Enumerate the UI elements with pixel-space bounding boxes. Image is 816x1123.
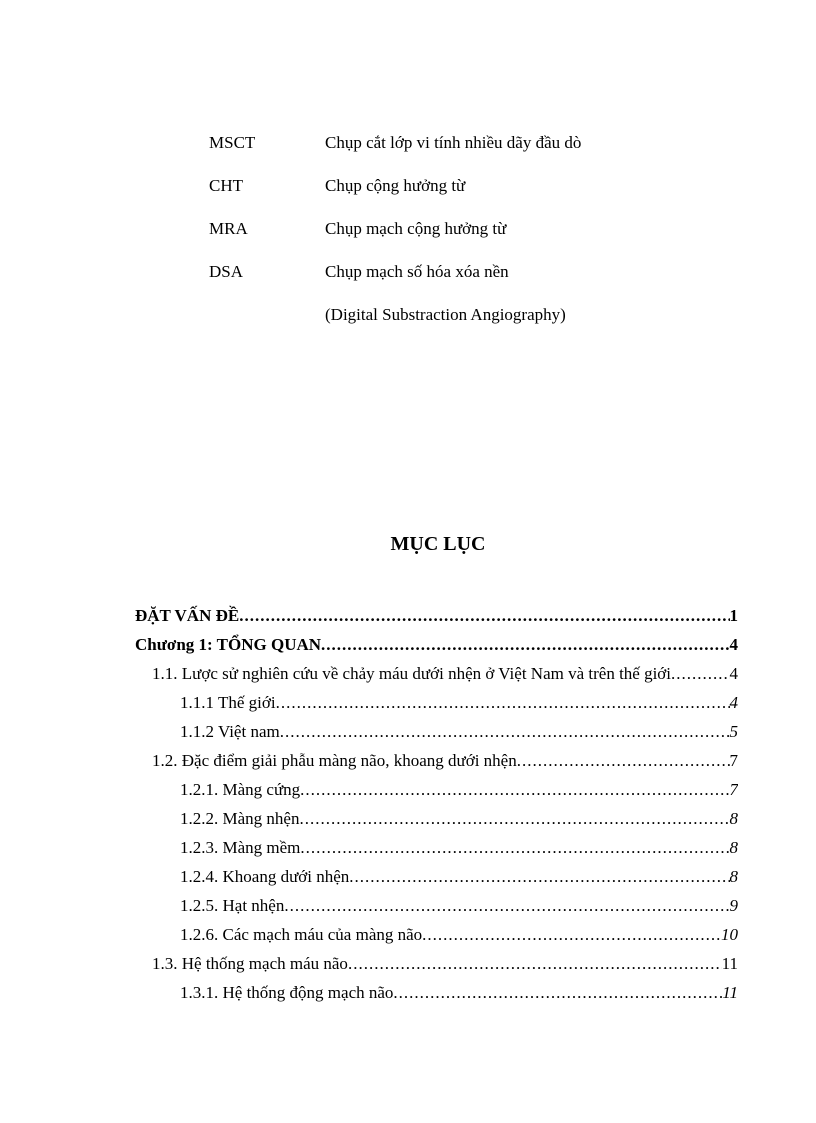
toc-entry[interactable] xyxy=(135,981,738,1010)
toc-page-number: 4 xyxy=(729,693,738,712)
abbreviation-row xyxy=(209,132,729,175)
toc-entry-text: 1.2.5. Hạt nhện xyxy=(180,896,285,915)
toc-entry-text: 1.1. Lược sử nghiên cứu về chảy máu dưới nhện ở Việt Nam và trên thế giới xyxy=(152,664,672,683)
toc-page-number: 8 xyxy=(729,838,738,857)
toc-page-number: 11 xyxy=(721,954,738,973)
abbreviation-row xyxy=(209,218,729,261)
abbreviation-list xyxy=(209,132,729,347)
abbreviation-meaning: (Digital Substraction Angiography) xyxy=(325,305,566,324)
toc-page-number: 8 xyxy=(729,867,738,886)
toc-leader-dots xyxy=(300,778,729,802)
toc-entry[interactable] xyxy=(135,894,738,923)
toc-entry-text: 1.2.1. Màng cứng xyxy=(180,780,301,799)
toc-entry[interactable] xyxy=(135,604,738,633)
toc-leader-dots xyxy=(280,720,730,744)
toc-entry-text: 1.2.2. Màng nhện xyxy=(180,809,300,828)
toc-entry-text: 1.2.3. Màng mềm xyxy=(180,838,301,857)
abbreviation-row xyxy=(209,175,729,218)
toc-leader-dots xyxy=(422,923,721,947)
toc-leader-dots xyxy=(239,604,729,628)
toc-page-number: 7 xyxy=(729,751,738,770)
toc-title: MỤC LỤC xyxy=(390,533,486,555)
toc-entry[interactable] xyxy=(135,923,738,952)
toc-leader-dots xyxy=(321,633,729,657)
toc-page-number: 5 xyxy=(729,722,738,741)
toc-leader-dots xyxy=(299,807,729,831)
toc-entry[interactable] xyxy=(135,691,738,720)
abbreviation-row xyxy=(209,261,729,304)
toc-entry[interactable] xyxy=(135,865,738,894)
toc-entry-text: 1.2.4. Khoang dưới nhện xyxy=(180,867,350,886)
abbreviation-meaning: Chụp mạch cộng hưởng từ xyxy=(325,219,507,238)
abbreviation-code: DSA xyxy=(209,262,244,281)
toc-entry[interactable] xyxy=(135,952,738,981)
toc-entry-text: 1.2.6. Các mạch máu của màng não xyxy=(180,925,423,944)
toc-entry[interactable] xyxy=(135,720,738,749)
toc-entry-text: Chương 1: TỔNG QUAN xyxy=(135,635,322,654)
toc-entry[interactable] xyxy=(135,836,738,865)
toc-entry[interactable] xyxy=(135,749,738,778)
abbreviation-code: CHT xyxy=(209,176,243,195)
toc-entry-text: 1.1.2 Việt nam xyxy=(180,722,280,741)
toc-entry[interactable] xyxy=(135,807,738,836)
abbreviation-meaning: Chụp mạch số hóa xóa nền xyxy=(325,262,509,281)
toc-page-number: 1 xyxy=(729,606,738,625)
toc-leader-dots xyxy=(393,981,722,1005)
toc-entry[interactable] xyxy=(135,778,738,807)
toc-page-number: 10 xyxy=(721,925,738,944)
toc-leader-dots xyxy=(284,894,729,918)
toc-page-number: 8 xyxy=(729,809,738,828)
toc-entry[interactable] xyxy=(135,662,738,691)
toc-page-number: 9 xyxy=(729,896,738,915)
toc-entry[interactable] xyxy=(135,633,738,662)
abbreviation-meaning: Chụp cộng hưởng từ xyxy=(325,176,466,195)
toc-leader-dots xyxy=(276,691,730,715)
toc-leader-dots xyxy=(300,836,729,860)
abbreviation-meaning: Chụp cắt lớp vi tính nhiều dãy đầu dò xyxy=(325,133,582,152)
toc-page-number: 4 xyxy=(729,664,738,683)
toc-leader-dots xyxy=(517,749,730,773)
toc-entry-text: ĐẶT VẤN ĐỀ xyxy=(135,606,240,625)
toc-page-number: 4 xyxy=(729,635,738,654)
toc-page-number: 7 xyxy=(729,780,738,799)
abbreviation-code: MRA xyxy=(209,219,248,238)
toc-entry-text: 1.2. Đặc điểm giải phẫu màng não, khoang dưới nhện xyxy=(152,751,517,770)
abbreviation-code: MSCT xyxy=(209,133,256,152)
table-of-contents xyxy=(135,604,738,1010)
toc-entry-text: 1.3. Hệ thống mạch máu não xyxy=(152,954,348,973)
toc-leader-dots xyxy=(348,952,722,976)
toc-page-number: 11 xyxy=(722,983,738,1002)
abbreviation-row xyxy=(209,304,729,347)
toc-leader-dots xyxy=(671,662,729,686)
toc-leader-dots xyxy=(349,865,729,889)
toc-entry-text: 1.3.1. Hệ thống động mạch não xyxy=(180,983,394,1002)
toc-entry-text: 1.1.1 Thế giới xyxy=(180,693,276,712)
